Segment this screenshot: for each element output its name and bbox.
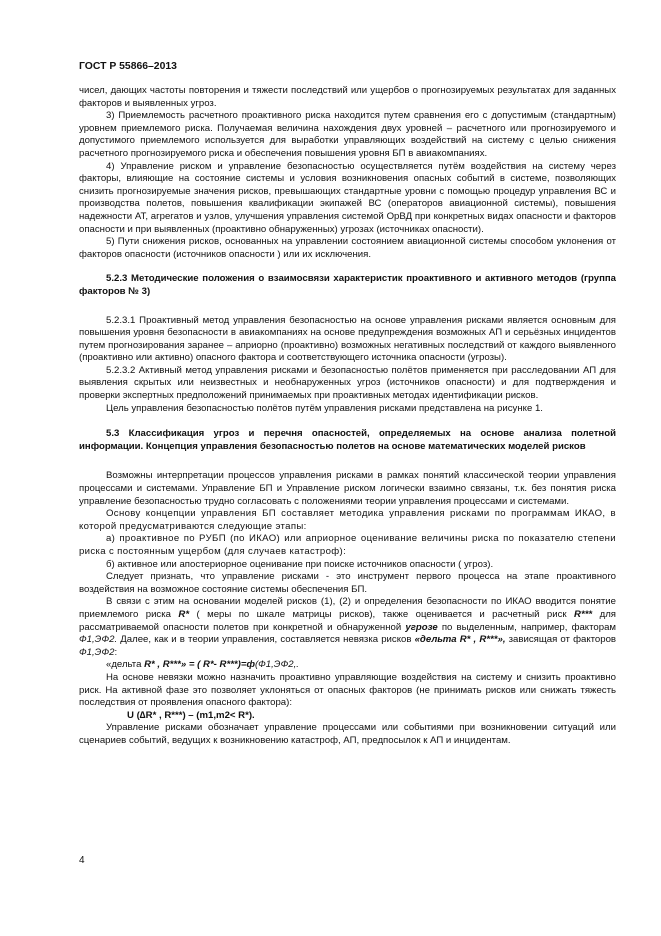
standard-header: ГОСТ Р 55866–2013 <box>79 61 177 72</box>
term-threat: угрозе <box>405 621 438 633</box>
paragraph-5-2-3-1: 5.2.3.1 Проактивный метод управления безопасностью на основе управления рисками является основным для повышения уровня безопасности в авиакомпаниях на основе предупреждения возможных АП и серьёзных инцидентов путем прогнозирования заранее – априорно (проактивно) возможных негативных последствий от каждого выявленного (проактивно или активно) опасного фактора и соответствующего источника опасности (угрозы). <box>79 314 616 364</box>
symbol-r-star: R* <box>178 608 190 620</box>
paragraph-goal: Цель управления безопасностью полётов путём управления рисками представлена на рисунке 1. <box>106 402 543 414</box>
text-run: для рассматриваемой опасности полетов при конкретной и обнаруженной <box>79 608 616 633</box>
formula-arguments: (Ф1,ЭФ2,. <box>254 659 299 671</box>
factors-label: Ф1,ЭФ2 <box>79 646 115 658</box>
factors-label: Ф1,ЭФ2. <box>79 634 118 646</box>
paragraph-item-3: 3) Приемлемость расчетного проактивного риска находится путем сравнения его с допустимым (стандартным) уровнем приемлемого риска. Получаемая величина нахождения двух уровней – расчетного или прогнозируемого и допустимого приемлемого используется для выработки управляющих воздействий на систему с целью снижения расчетного прогнозируемого риска и обеспечения повышения уровня БП в авиакомпаниях. <box>79 110 616 159</box>
paragraph-interpretations: Возможны интерпретации процессов управления рисками в рамках понятий классической теории управления процессами и системами. Управление БП и Управление риском логически взаимно связаны, т.к. без понятия риска управление безопасностью трудно согласовать с положениями теории управления процессами и системами. <box>79 470 616 507</box>
paragraph-admit: Следует признать, что управление рисками - это инструмент первого процесса на этапе проактивного воздействия на возможное состояние системы обеспечения БП. <box>79 571 616 595</box>
text-run: по выделенным, например, факторам <box>437 621 616 633</box>
paragraph-stage-b: б) активное или апостериорное оценивание при поиске источников опасности ( угроз). <box>106 558 494 570</box>
paragraph-risk-definition <box>79 596 616 659</box>
page-body <box>79 85 616 748</box>
formula-expression: R* , R***» = ( R*- R***)=ф <box>144 659 255 671</box>
section-heading-5-2-3: 5.2.3 Методические положения о взаимосвязи характеристик проактивного и активного методов (группа факторов № 3) <box>79 273 616 297</box>
paragraph-control: На основе невязки можно назначить проактивно управляющие воздействия на систему и снизить проактивно риск. На активной фазе это позволяет уклоняться от опасных факторов (не принимать рисков или снижать тяжесть последствия от проявления опасного фактора): <box>79 671 616 709</box>
paragraph-concept: Основу концепции управления БП составляет методика управления рисками по программам ИКАО, в которой предусматриваются следующие этапы: <box>79 508 616 532</box>
paragraph-item-5: 5) Пути снижения рисков, основанных на управлении состоянием авиационной системы способом уклонения от факторов опасности (источников опасности ) или их исключения. <box>79 236 616 260</box>
paragraph-5-2-3-2: 5.2.3.2 Активный метод управления рисками и безопасностью полётов применяется при расследовании АП для выявления скрытых или неизвестных и необнаруженных угроз (источников опасности) и для подтверждения и проверки экспертных предположений принимаемых при проактивных методах идентификации рисков. <box>79 364 616 402</box>
paragraph-risk-management: Управление рисками обозначает управление процессами или событиями при возникновении ситуаций или сценариев событий, ведущих к возникновению катастроф, АП, предпосылок к АП и инцидентам. <box>79 722 616 746</box>
paragraph-item-4: 4) Управление риском и управление безопасностью осуществляется путём воздействия на систему через факторы, влияющие на состояние системы и условия возникновения опасных событий в системе, позволяющих снизить прогнозируемые значения рисков, превышающих стандартные уровни с помощью процедур управления ВС и производства полетов, повышения квалификации экипажей ВС (операторов авиационной системы), повышения надежности АТ, агрегатов и узлов, улучшения управления системой ОрВД при конкретных видах опасности и факторов опасности и при выявленных (проактивно обнаруженных) угрозах (источниках опасности). <box>79 160 616 235</box>
paragraph-stage-a: а) проактивное по РУБП (по ИКАО) или априорное оценивание величины риска по показателю степени риска с постоянным ущербом (для случаев катастроф): <box>79 533 616 557</box>
text-run: В связи с этим на основании моделей рисков (1), (2) и определения безопасности по ИКАО вводится понятие приемлемого риска <box>79 596 616 620</box>
page-number: 4 <box>79 855 85 866</box>
formula-residual <box>79 659 616 672</box>
text-run: «дельта <box>106 659 145 671</box>
symbol-r-triple-star: R*** <box>574 608 593 620</box>
formula-control: U (∆R* , R***) – (m1,m2< R*). <box>127 709 255 721</box>
text-run: ( меры по шкале матрицы рисков), также оценивается и расчетный риск <box>189 608 575 620</box>
paragraph-continuation: чисел, дающих частоты повторения и тяжести последствий или ущербов о прогнозируемых результатах для заданных факторов и выявленных угроз. <box>79 85 616 109</box>
text-run: : <box>114 646 118 658</box>
section-heading-5-3: 5.3 Классификация угроз и перечня опасностей, определяемых на основе анализа полетной информации. Концепция управления безопасностью полетов на основе математических моделей рисков <box>79 428 616 452</box>
residual-label: «дельта R* , R***», <box>414 634 506 646</box>
text-run: Далее, как и в теории управления, составляется невязка рисков <box>117 634 415 646</box>
text-run: зависящая от факторов <box>505 634 617 646</box>
